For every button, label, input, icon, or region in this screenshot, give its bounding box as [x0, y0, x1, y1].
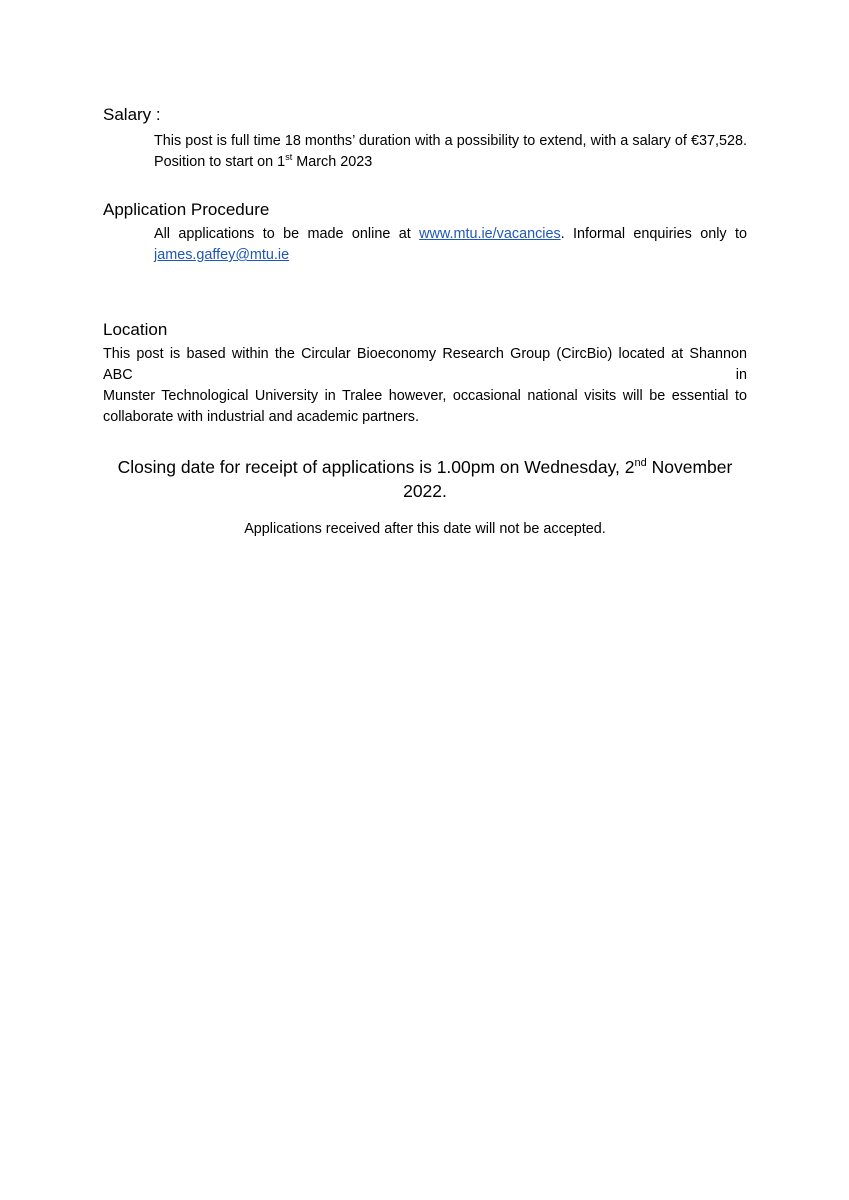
application-line-1: All applications to be made online at www.mtu.ie/vacancies. Informal enquiries only to	[154, 226, 747, 242]
application-heading: Application Procedure	[103, 200, 270, 219]
salary-heading: Salary :	[103, 105, 161, 124]
salary-text	[154, 131, 747, 173]
closing-line-1: Closing date for receipt of applications is 1.00pm on Wednesday, 2nd November	[117, 457, 733, 477]
closing-line-2: 2022.	[403, 481, 447, 501]
email-link[interactable]: james.gaffey@mtu.ie	[154, 247, 290, 263]
location-heading: Location	[103, 320, 168, 339]
location-line-3: collaborate with industrial and academic partners.	[103, 409, 419, 425]
application-text	[154, 224, 747, 266]
closing-note: Applications received after this date will not be accepted.	[244, 521, 606, 537]
application-line-2	[154, 245, 747, 266]
closing-date	[103, 455, 747, 503]
salary-line-2: Position to start on 1st March 2023	[154, 152, 373, 170]
location-line-1: This post is based within the Circular Bioeconomy Research Group (CircBio) located at Shannon ABC in	[103, 346, 747, 383]
location-line-2: Munster Technological University in Tralee however, occasional national visits will be essential to	[103, 388, 747, 404]
vacancies-link[interactable]: www.mtu.ie/vacancies	[419, 226, 561, 242]
location-text	[103, 344, 747, 428]
salary-line-1: This post is full time 18 months’ duration with a possibility to extend, with a salary of €37,528.	[154, 133, 747, 149]
